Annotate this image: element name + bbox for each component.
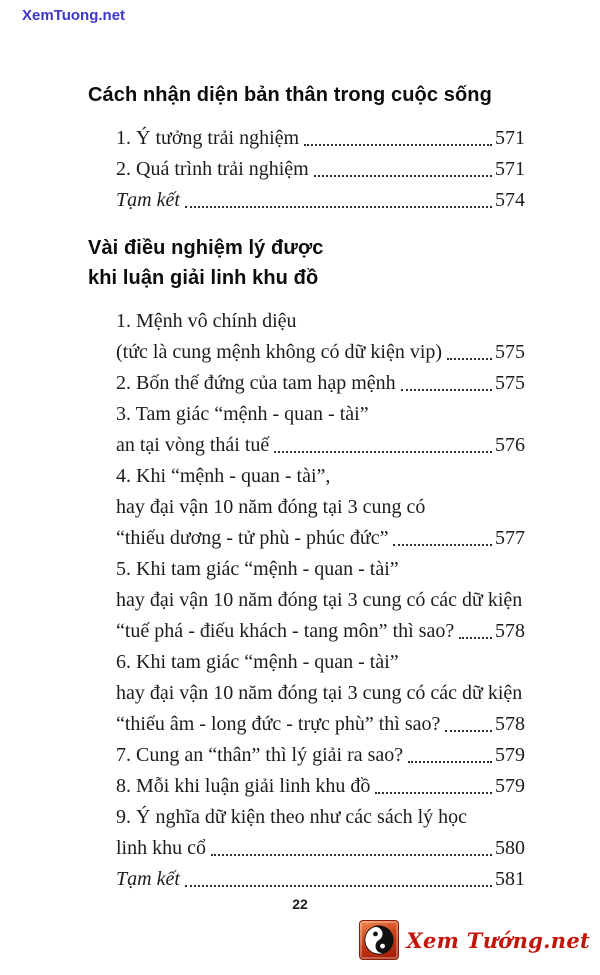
toc-entry-text: “thiếu dương - tử phù - phúc đức”	[116, 527, 389, 549]
toc-entry-text: 7. Cung an “thân” thì lý giải ra sao?	[116, 744, 404, 766]
toc-entry-line	[116, 740, 525, 771]
toc-entry-line	[116, 709, 525, 740]
toc-entry-text: 3. Tam giác “mệnh - quan - tài”	[116, 403, 369, 425]
toc-entry-line	[116, 523, 525, 554]
toc-entry-text: hay đại vận 10 năm đóng tại 3 cung có các dữ kiện	[116, 589, 523, 611]
toc-entry-text: 1. Mệnh vô chính diệu	[116, 310, 297, 332]
toc-entry-line	[116, 616, 525, 647]
toc-entry-line	[116, 647, 525, 678]
toc-entry-text: “thiếu âm - long đức - trực phù” thì sao?	[116, 713, 441, 735]
toc-page-ref: 579	[495, 775, 525, 797]
toc-entry-line	[116, 154, 525, 185]
toc-page-ref: 571	[495, 127, 525, 149]
toc-entry-text: 5. Khi tam giác “mệnh - quan - tài”	[116, 558, 399, 580]
toc-entry-line	[116, 461, 525, 492]
toc-page-ref: 574	[495, 189, 525, 211]
toc-entry	[116, 864, 525, 895]
toc-entry-text: “tuế phá - điếu khách - tang môn” thì sao?	[116, 620, 455, 642]
toc-entry	[116, 771, 525, 802]
toc-entry-text: 6. Khi tam giác “mệnh - quan - tài”	[116, 651, 399, 673]
toc-entry	[116, 123, 525, 154]
site-logo	[359, 920, 590, 960]
toc-entry	[116, 802, 525, 864]
dotted-leader	[274, 430, 492, 453]
toc-entry-text: 1. Ý tưởng trải nghiệm	[116, 127, 300, 149]
dotted-leader	[447, 337, 492, 360]
toc-entry-line	[116, 554, 525, 585]
toc-entry	[116, 185, 525, 216]
dotted-leader	[185, 864, 492, 887]
dotted-leader	[459, 616, 492, 639]
toc-entry	[116, 740, 525, 771]
toc-page-ref: 571	[495, 158, 525, 180]
dotted-leader	[375, 771, 492, 794]
toc-entry-line	[116, 678, 525, 709]
toc-page-ref: 580	[495, 837, 525, 859]
toc-page-ref: 575	[495, 341, 525, 363]
toc-page-ref: 578	[495, 620, 525, 642]
toc-entry-text: 2. Quá trình trải nghiệm	[116, 158, 309, 180]
toc-entry-line	[116, 123, 525, 154]
dotted-leader	[393, 523, 492, 546]
toc-entry-line	[116, 368, 525, 399]
toc-entry-line	[116, 771, 525, 802]
dotted-leader	[314, 154, 492, 177]
dotted-leader	[304, 123, 492, 146]
yin-yang-icon	[359, 920, 399, 960]
toc-section	[88, 233, 525, 895]
toc-entry-line	[116, 430, 525, 461]
toc-entry	[116, 368, 525, 399]
toc-page-ref: 578	[495, 713, 525, 735]
dotted-leader	[211, 833, 492, 856]
logo-text: Xem Tướng.net	[406, 927, 590, 953]
toc-entry-line	[116, 306, 525, 337]
toc-entry-line	[116, 337, 525, 368]
toc-entry-text: hay đại vận 10 năm đóng tại 3 cung có các dữ kiện	[116, 682, 523, 704]
section-heading-line: Cách nhận diện bản thân trong cuộc sống	[88, 84, 492, 106]
toc-entry	[116, 399, 525, 461]
page-number: 22	[292, 896, 308, 912]
toc-entry-line	[116, 833, 525, 864]
toc-entry-text: Tạm kết	[116, 868, 180, 890]
toc-page-ref: 579	[495, 744, 525, 766]
section-heading	[88, 233, 525, 293]
dotted-leader	[445, 709, 492, 732]
toc-entry	[116, 554, 525, 647]
toc-entry-text: 9. Ý nghĩa dữ kiện theo như các sách lý học	[116, 806, 468, 828]
dotted-leader	[185, 185, 492, 208]
toc-entry	[116, 154, 525, 185]
toc-entry	[116, 461, 525, 554]
toc-entries	[88, 123, 525, 216]
toc-entry-text: Tạm kết	[116, 189, 180, 211]
section-heading	[88, 80, 525, 110]
toc-entry	[116, 306, 525, 368]
toc-entry	[116, 647, 525, 740]
toc-entries	[88, 306, 525, 895]
toc-page-ref: 576	[495, 434, 525, 456]
toc-entry-line	[116, 185, 525, 216]
toc-entry-line	[116, 399, 525, 430]
toc-entry-text: (tức là cung mệnh không có dữ kiện vip)	[116, 341, 443, 363]
toc-entry-text: hay đại vận 10 năm đóng tại 3 cung có	[116, 496, 426, 518]
toc-entry-text: an tại vòng thái tuế	[116, 434, 270, 456]
toc-entry-line	[116, 802, 525, 833]
toc-entry-line	[116, 864, 525, 895]
toc-page-ref: 575	[495, 372, 525, 394]
toc-entry-text: 4. Khi “mệnh - quan - tài”,	[116, 465, 331, 487]
toc-section	[88, 80, 525, 216]
toc-entry-text: 2. Bốn thế đứng của tam hạp mệnh	[116, 372, 396, 394]
toc-entry-text: 8. Mỗi khi luận giải linh khu đồ	[116, 775, 371, 797]
site-link[interactable]: XemTuong.net	[22, 7, 126, 24]
dotted-leader	[401, 368, 492, 391]
section-heading-line: Vài điều nghiệm lý được	[88, 237, 324, 259]
section-heading-line: khi luận giải linh khu đồ	[88, 267, 319, 289]
dotted-leader	[408, 740, 492, 763]
toc-entry-text: linh khu cổ	[116, 837, 206, 859]
toc-entry-line	[116, 585, 525, 616]
toc-page-ref: 577	[495, 527, 525, 549]
toc-entry-line	[116, 492, 525, 523]
toc-main	[88, 80, 525, 912]
toc-page-ref: 581	[495, 868, 525, 890]
